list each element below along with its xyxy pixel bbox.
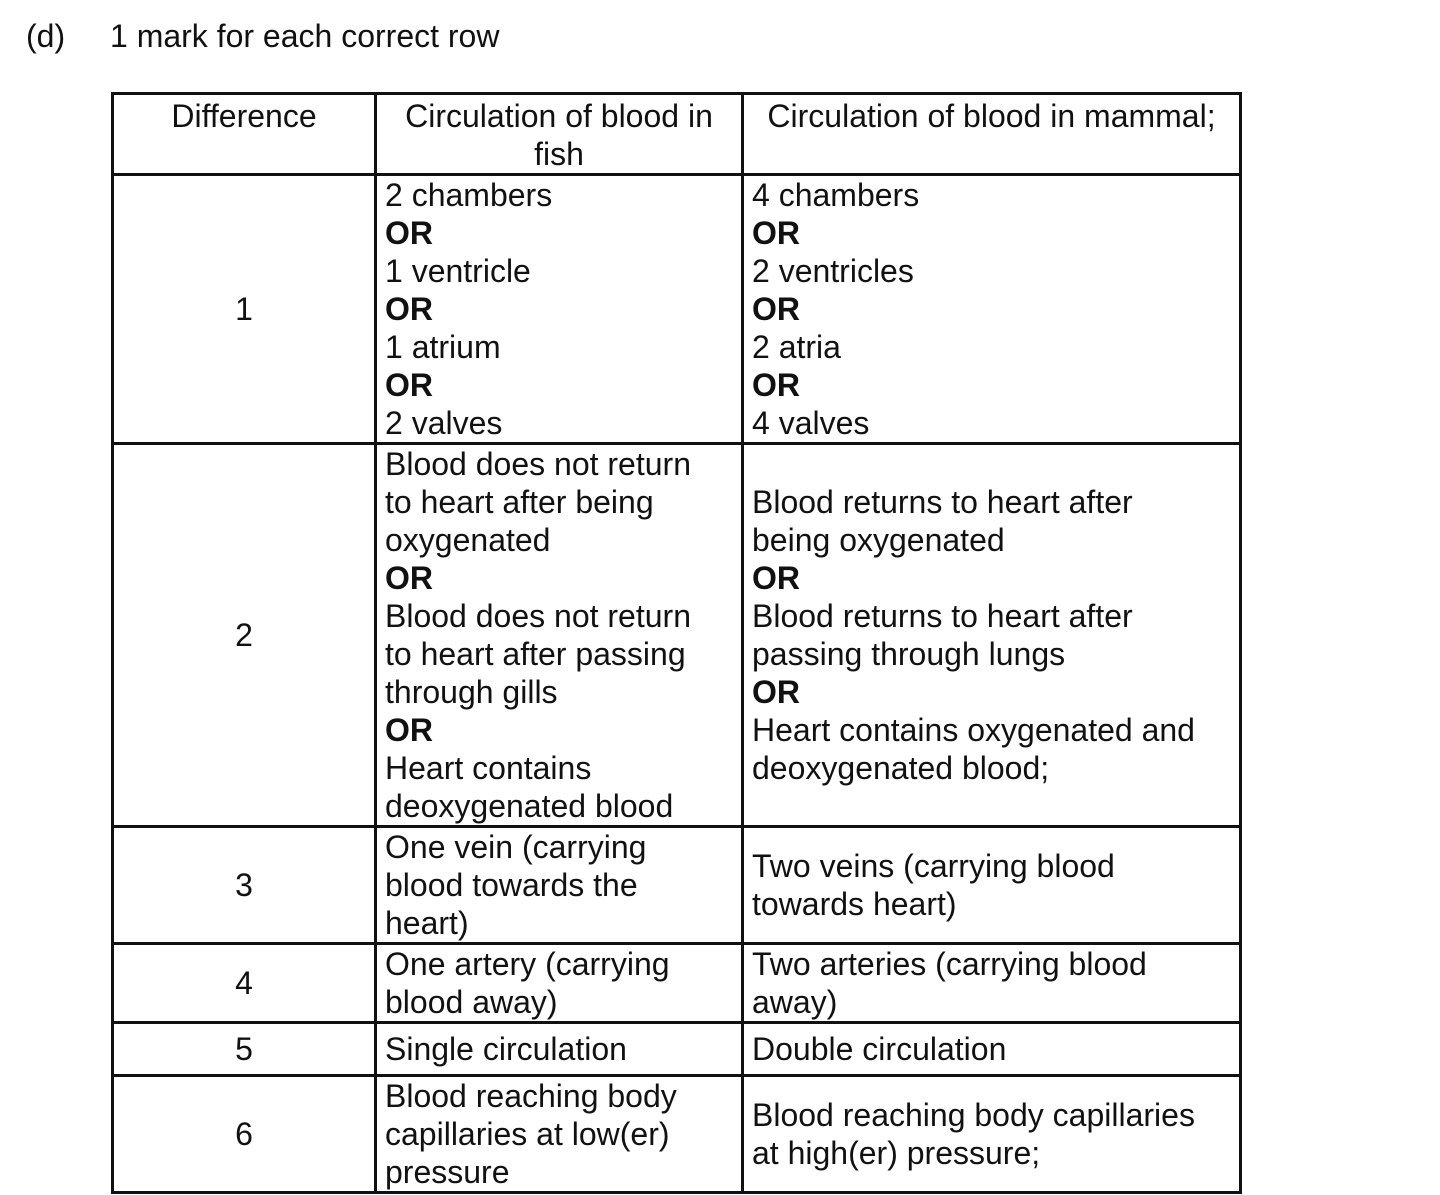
or-connector: OR (385, 560, 433, 596)
column-header-mammal: Circulation of blood in mammal; (743, 94, 1241, 175)
fish-answer-line: 1 ventricle (385, 253, 531, 289)
mammal-answer-line: Blood returns to heart after (752, 484, 1133, 520)
fish-answer-line: Single circulation (385, 1031, 627, 1067)
mammal-answer-line: being oxygenated (752, 522, 1005, 558)
fish-answer-line: capillaries at low(er) (385, 1116, 670, 1152)
table-row (113, 444, 1241, 827)
mammal-answer-line: 4 valves (752, 405, 870, 441)
fish-answer-line: pressure (385, 1154, 510, 1190)
mammal-answer-line: Two veins (carrying blood (752, 848, 1115, 884)
fish-cell (376, 944, 743, 1023)
fish-answer-line: heart) (385, 905, 469, 941)
fish-answer-line: blood towards the (385, 867, 638, 903)
fish-answer-line: oxygenated (385, 522, 551, 558)
table-row (113, 1076, 1241, 1193)
table-row (113, 827, 1241, 944)
mammal-cell (743, 827, 1241, 944)
difference-number: 1 (113, 175, 376, 444)
mammal-cell (743, 1076, 1241, 1193)
difference-number: 3 (113, 827, 376, 944)
fish-answer-line: One vein (carrying (385, 829, 647, 865)
or-connector: OR (752, 291, 800, 327)
column-header-difference: Difference (113, 94, 376, 175)
mammal-answer-line: Two arteries (carrying blood (752, 946, 1147, 982)
instruction-text: 1 mark for each correct row (110, 18, 500, 54)
fish-answer-line: 2 valves (385, 405, 503, 441)
fish-cell (376, 1023, 743, 1076)
mammal-cell (743, 944, 1241, 1023)
fish-cell (376, 175, 743, 444)
mammal-answer-line: at high(er) pressure; (752, 1135, 1041, 1171)
fish-answer-line: to heart after passing (385, 636, 686, 672)
fish-answer-line: Blood does not return (385, 598, 691, 634)
part-label: (d) (26, 18, 66, 54)
mammal-answer-line: away) (752, 984, 838, 1020)
or-connector: OR (752, 367, 800, 403)
mammal-answer-line: Heart contains oxygenated and (752, 712, 1195, 748)
fish-answer-line: deoxygenated blood (385, 788, 674, 824)
mammal-answer-line: passing through lungs (752, 636, 1066, 672)
question-header (26, 16, 499, 56)
mark-scheme-table (111, 92, 1242, 1194)
fish-answer-line: Blood does not return (385, 446, 691, 482)
table-row (113, 175, 1241, 444)
fish-answer-line: 1 atrium (385, 329, 501, 365)
mammal-cell (743, 444, 1241, 827)
difference-number: 5 (113, 1023, 376, 1076)
or-connector: OR (752, 674, 800, 710)
fish-answer-line: through gills (385, 674, 558, 710)
mammal-answer-line: 2 ventricles (752, 253, 914, 289)
mammal-cell (743, 175, 1241, 444)
fish-cell (376, 444, 743, 827)
or-connector: OR (385, 215, 433, 251)
fish-answer-line: to heart after being (385, 484, 654, 520)
difference-number: 4 (113, 944, 376, 1023)
fish-cell (376, 827, 743, 944)
fish-cell (376, 1076, 743, 1193)
mammal-answer-line: Blood reaching body capillaries (752, 1097, 1195, 1133)
mammal-answer-line: towards heart) (752, 886, 957, 922)
fish-answer-line: 2 chambers (385, 177, 553, 213)
fish-answer-line: Blood reaching body (385, 1078, 677, 1114)
or-connector: OR (752, 560, 800, 596)
fish-answer-line: blood away) (385, 984, 558, 1020)
mammal-answer-line: 2 atria (752, 329, 841, 365)
difference-number: 6 (113, 1076, 376, 1193)
column-header-fish: Circulation of blood in fish (376, 94, 743, 175)
mammal-answer-line: 4 chambers (752, 177, 920, 213)
difference-number: 2 (113, 444, 376, 827)
or-connector: OR (752, 215, 800, 251)
mammal-cell (743, 1023, 1241, 1076)
or-connector: OR (385, 291, 433, 327)
mammal-answer-line: deoxygenated blood; (752, 750, 1050, 786)
fish-answer-line: One artery (carrying (385, 946, 670, 982)
or-connector: OR (385, 712, 433, 748)
mammal-answer-line: Blood returns to heart after (752, 598, 1133, 634)
table-row (113, 1023, 1241, 1076)
table-row (113, 944, 1241, 1023)
table-header-row (113, 94, 1241, 175)
mammal-answer-line: Double circulation (752, 1031, 1007, 1067)
fish-answer-line: Heart contains (385, 750, 592, 786)
or-connector: OR (385, 367, 433, 403)
